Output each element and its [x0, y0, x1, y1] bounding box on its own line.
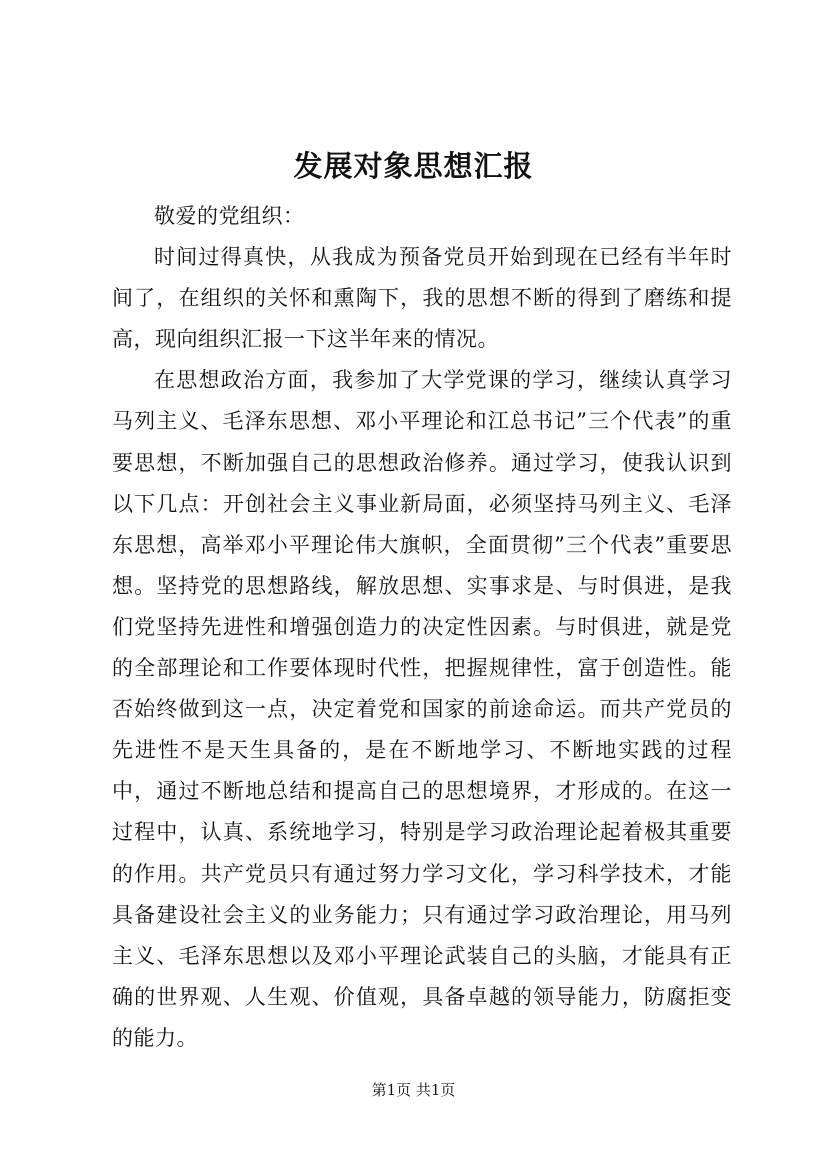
salutation: 敬爱的党组织：	[154, 204, 305, 228]
document-title: 发展对象思想汇报	[293, 149, 534, 183]
document-body	[112, 196, 732, 1059]
paragraph-1: 时间过得真快，从我成为预备党员开始到现在已经有半年时间了，在组织的关怀和熏陶下，我的思想不断的得到了磨练和提高，现向组织汇报一下这半年来的情况。	[112, 245, 732, 352]
paragraph-2: 在思想政治方面，我参加了大学党课的学习，继续认真学习马列主义、毛泽东思想、邓小平理论和江总书记”三个代表”的重要思想，不断加强自己的思想政治修养。通过学习，使我认识到以下几点：开创社会主义事业新局面，必须坚持马列主义、毛泽东思想，高举邓小平理论伟大旗帜，全面贯彻”三个代表”重要思想。坚持党的思想路线，解放思想、实事求是、与时俱进，是我们党坚持先进性和增强创造力的决定性因素。与时俱进，就是党的全部理论和工作要体现时代性，把握规律性，富于创造性。能否始终做到这一点，决定着党和国家的前途命运。而共产党员的先进性不是天生具备的，是在不断地学习、不断地实践的过程中，通过不断地总结和提高自己的思想境界，才形成的。在这一过程中，认真、系统地学习，特别是学习政治理论起着极其重要的作用。共产党员只有通过努力学习文化，学习科学技术，才能具备建设社会主义的业务能力；只有通过学习政治理论，用马列主义、毛泽东思想以及邓小平理论武装自己的头脑，才能具有正确的世界观、人生观、价值观，具备卓越的领导能力，防腐拒变的能力。	[112, 368, 732, 1050]
page-footer: 第1页 共1页	[371, 1081, 456, 1099]
